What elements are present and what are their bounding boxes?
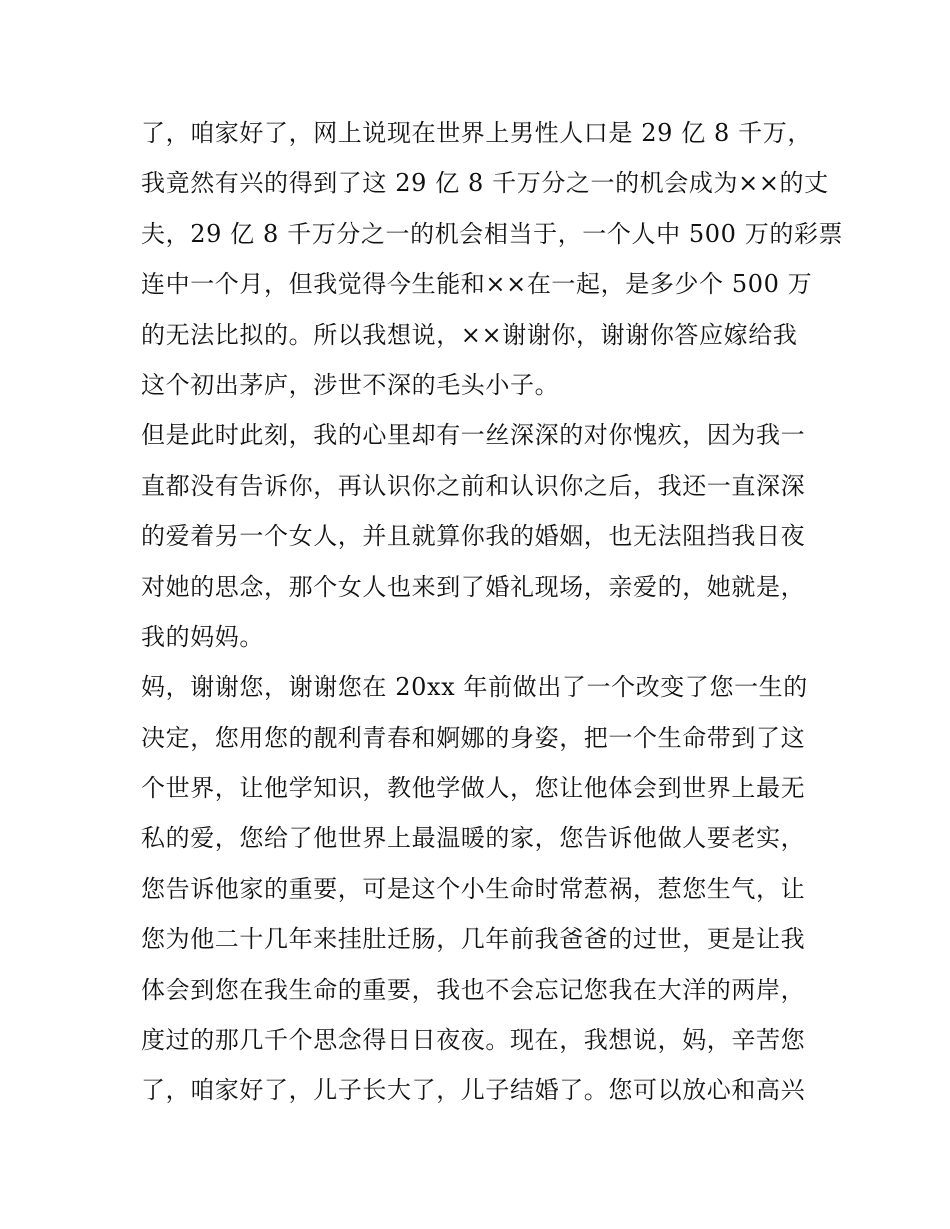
text-line: 个世界，让他学知识，教他学做人，您让他体会到世界上最无: [141, 774, 806, 803]
text-line: 您告诉他家的重要，可是这个小生命时常惹祸，惹您生气，让: [141, 874, 806, 903]
text-line: 决定，您用您的靓利青春和婀娜的身姿，把一个生命带到了这: [141, 723, 806, 752]
text-line: 但是此时此刻，我的心里却有一丝深深的对你愧疚，因为我一: [141, 421, 806, 450]
text-line: 直都没有告诉你，再认识你之前和认识你之后，我还一直深深: [141, 471, 806, 500]
text-line: 我竟然有兴的得到了这 29 亿 8 千万分之一的机会成为××的丈: [141, 169, 829, 198]
text-line: 妈，谢谢您，谢谢您在 20xx 年前做出了一个改变了您一生的: [141, 673, 808, 702]
text-line: 度过的那几千个思念得日日夜夜。现在，我想说，妈，辛苦您: [141, 1026, 806, 1055]
text-line: 了，咱家好了，儿子长大了，儿子结婚了。您可以放心和高兴: [141, 1076, 806, 1105]
text-line: 您为他二十几年来挂肚迁肠，几年前我爸爸的过世，更是让我: [141, 925, 806, 954]
text-line: 夫，29 亿 8 千万分之一的机会相当于，一个人中 500 万的彩票: [141, 219, 844, 248]
text-line: 的爱着另一个女人，并且就算你我的婚姻，也无法阻挡我日夜: [141, 522, 806, 551]
text-line: 私的爱，您给了他世界上最温暖的家，您告诉他做人要老实，: [141, 824, 806, 853]
text-line: 连中一个月，但我觉得今生能和××在一起，是多少个 500 万: [141, 270, 813, 299]
text-line: 体会到您在我生命的重要，我也不会忘记您我在大洋的两岸，: [141, 975, 806, 1004]
text-line: 了，咱家好了，网上说现在世界上男性人口是 29 亿 8 千万，: [141, 119, 812, 147]
text-line: 的无法比拟的。所以我想说，××谢谢你，谢谢你答应嫁给我: [141, 320, 798, 349]
body-text: [141, 108, 844, 1116]
text-line: 对她的思念，那个女人也来到了婚礼现场，亲爱的，她就是，: [141, 572, 806, 601]
text-line: 这个初出茅庐，涉世不深的毛头小子。: [141, 370, 560, 399]
text-line: 我的妈妈。: [141, 622, 264, 651]
